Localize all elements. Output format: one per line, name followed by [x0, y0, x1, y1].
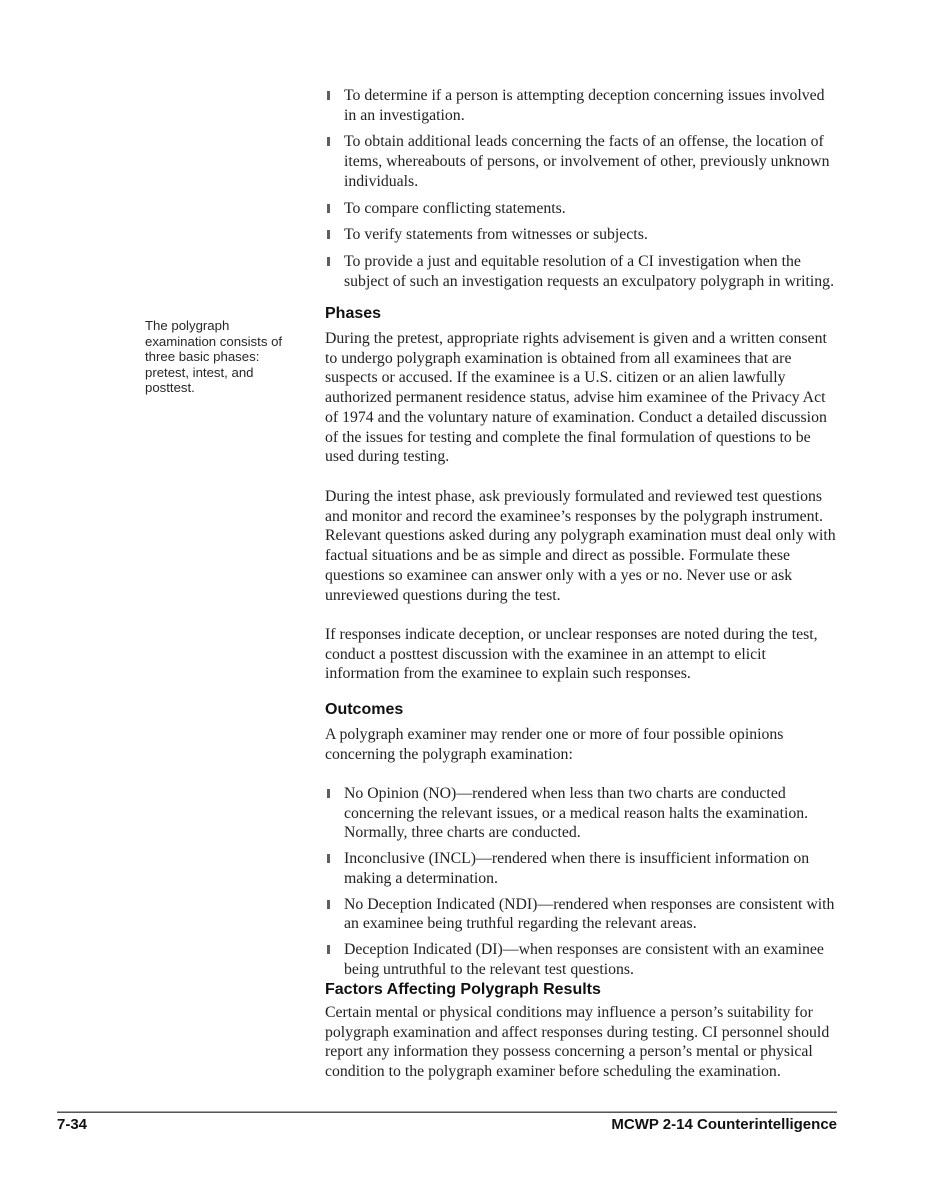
list-item — [325, 895, 837, 934]
list-item — [325, 849, 837, 888]
bullet-icon — [327, 91, 330, 100]
footer-rule — [57, 1111, 837, 1113]
page-number: 7-34 — [57, 1116, 88, 1133]
bullet-text: Deception Indicated (DI)—when responses are consistent with an examinee being untruthful to the relevant test questions. — [344, 940, 824, 978]
margin-note: The polygraph examination consists of three basic phases: pretest, intest, and posttest. — [145, 318, 283, 396]
bullet-text: No Deception Indicated (NDI)—rendered when responses are consistent with an examinee being truthful regarding the relevant areas. — [344, 895, 835, 933]
paragraph-factors: Certain mental or physical conditions may influence a person’s suitability for polygraph examination and affect responses during testing. CI personnel should report any information they possess concerning a person’s mental or physical condition to the polygraph examiner before scheduling the examination. — [325, 1004, 830, 1081]
section-heading-outcomes: Outcomes — [325, 701, 404, 718]
bullet-icon — [327, 854, 330, 863]
bullet-icon — [327, 137, 330, 146]
paragraph-pretest: During the pretest, appropriate rights advisement is given and a written consent to undergo polygraph examination is obtained from all examinees that are suspects or accused. If the examinee is a U.S. citizen or an alien lawfully authorized permanent residence status, advise him examinee of the Privacy Act of 1974 and the voluntary nature of examination. Conduct a detailed discussion of the issues for testing and complete the final formulation of questions to be used during testing. — [325, 330, 827, 466]
list-item — [325, 940, 837, 979]
purpose-bullet-list — [325, 86, 837, 298]
bullet-icon — [327, 789, 330, 798]
list-item — [325, 784, 837, 843]
bullet-text: Inconclusive (INCL)—rendered when there is insufficient information on making a determination. — [344, 850, 810, 887]
bullet-icon — [327, 230, 330, 239]
section-heading-factors: Factors Affecting Polygraph Results — [325, 981, 601, 998]
outcomes-bullet-list — [325, 784, 837, 985]
list-item — [325, 199, 837, 219]
bullet-text: To verify statements from witnesses or subjects. — [344, 226, 648, 244]
bullet-icon — [327, 257, 330, 266]
bullet-icon — [327, 900, 330, 909]
list-item — [325, 86, 837, 125]
bullet-text: To compare conflicting statements. — [344, 199, 566, 217]
bullet-text: No Opinion (NO)—rendered when less than two charts are conducted concerning the relevant issues, or a medical reason halts the examination. Normally, three charts are conducted. — [344, 785, 809, 842]
list-item — [325, 252, 837, 291]
bullet-text: To obtain additional leads concerning the facts of an offense, the location of items, whereabouts of persons, or involvement of other, previously unknown individuals. — [344, 133, 830, 190]
list-item — [325, 132, 837, 191]
paragraph-intest: During the intest phase, ask previously formulated and reviewed test questions and monitor and record the examinee’s responses by the polygraph instrument. Relevant questions asked during any polygraph examination must deal only with factual situations and be as simple and direct as possible. Formulate these questions so examinee can answer only with a yes or no. Never use or ask unreviewed questions during the test. — [325, 488, 836, 604]
section-heading-phases: Phases — [325, 305, 382, 322]
list-item — [325, 225, 837, 245]
paragraph-outcomes-intro: A polygraph examiner may render one or more of four possible opinions concerning the polygraph examination: — [325, 726, 784, 763]
document-title: MCWP 2-14 Counterintelligence — [611, 1116, 837, 1133]
bullet-icon — [327, 204, 330, 213]
paragraph-posttest: If responses indicate deception, or unclear responses are noted during the test, conduct a posttest discussion with the examinee in an attempt to elicit information from the examinee to explain such responses. — [325, 626, 818, 683]
bullet-text: To provide a just and equitable resolution of a CI investigation when the subject of such an investigation requests an exculpatory polygraph in writing. — [344, 252, 835, 290]
bullet-text: To determine if a person is attempting deception concerning issues involved in an investigation. — [344, 87, 825, 124]
main-content — [325, 0, 837, 1198]
bullet-icon — [327, 945, 330, 954]
